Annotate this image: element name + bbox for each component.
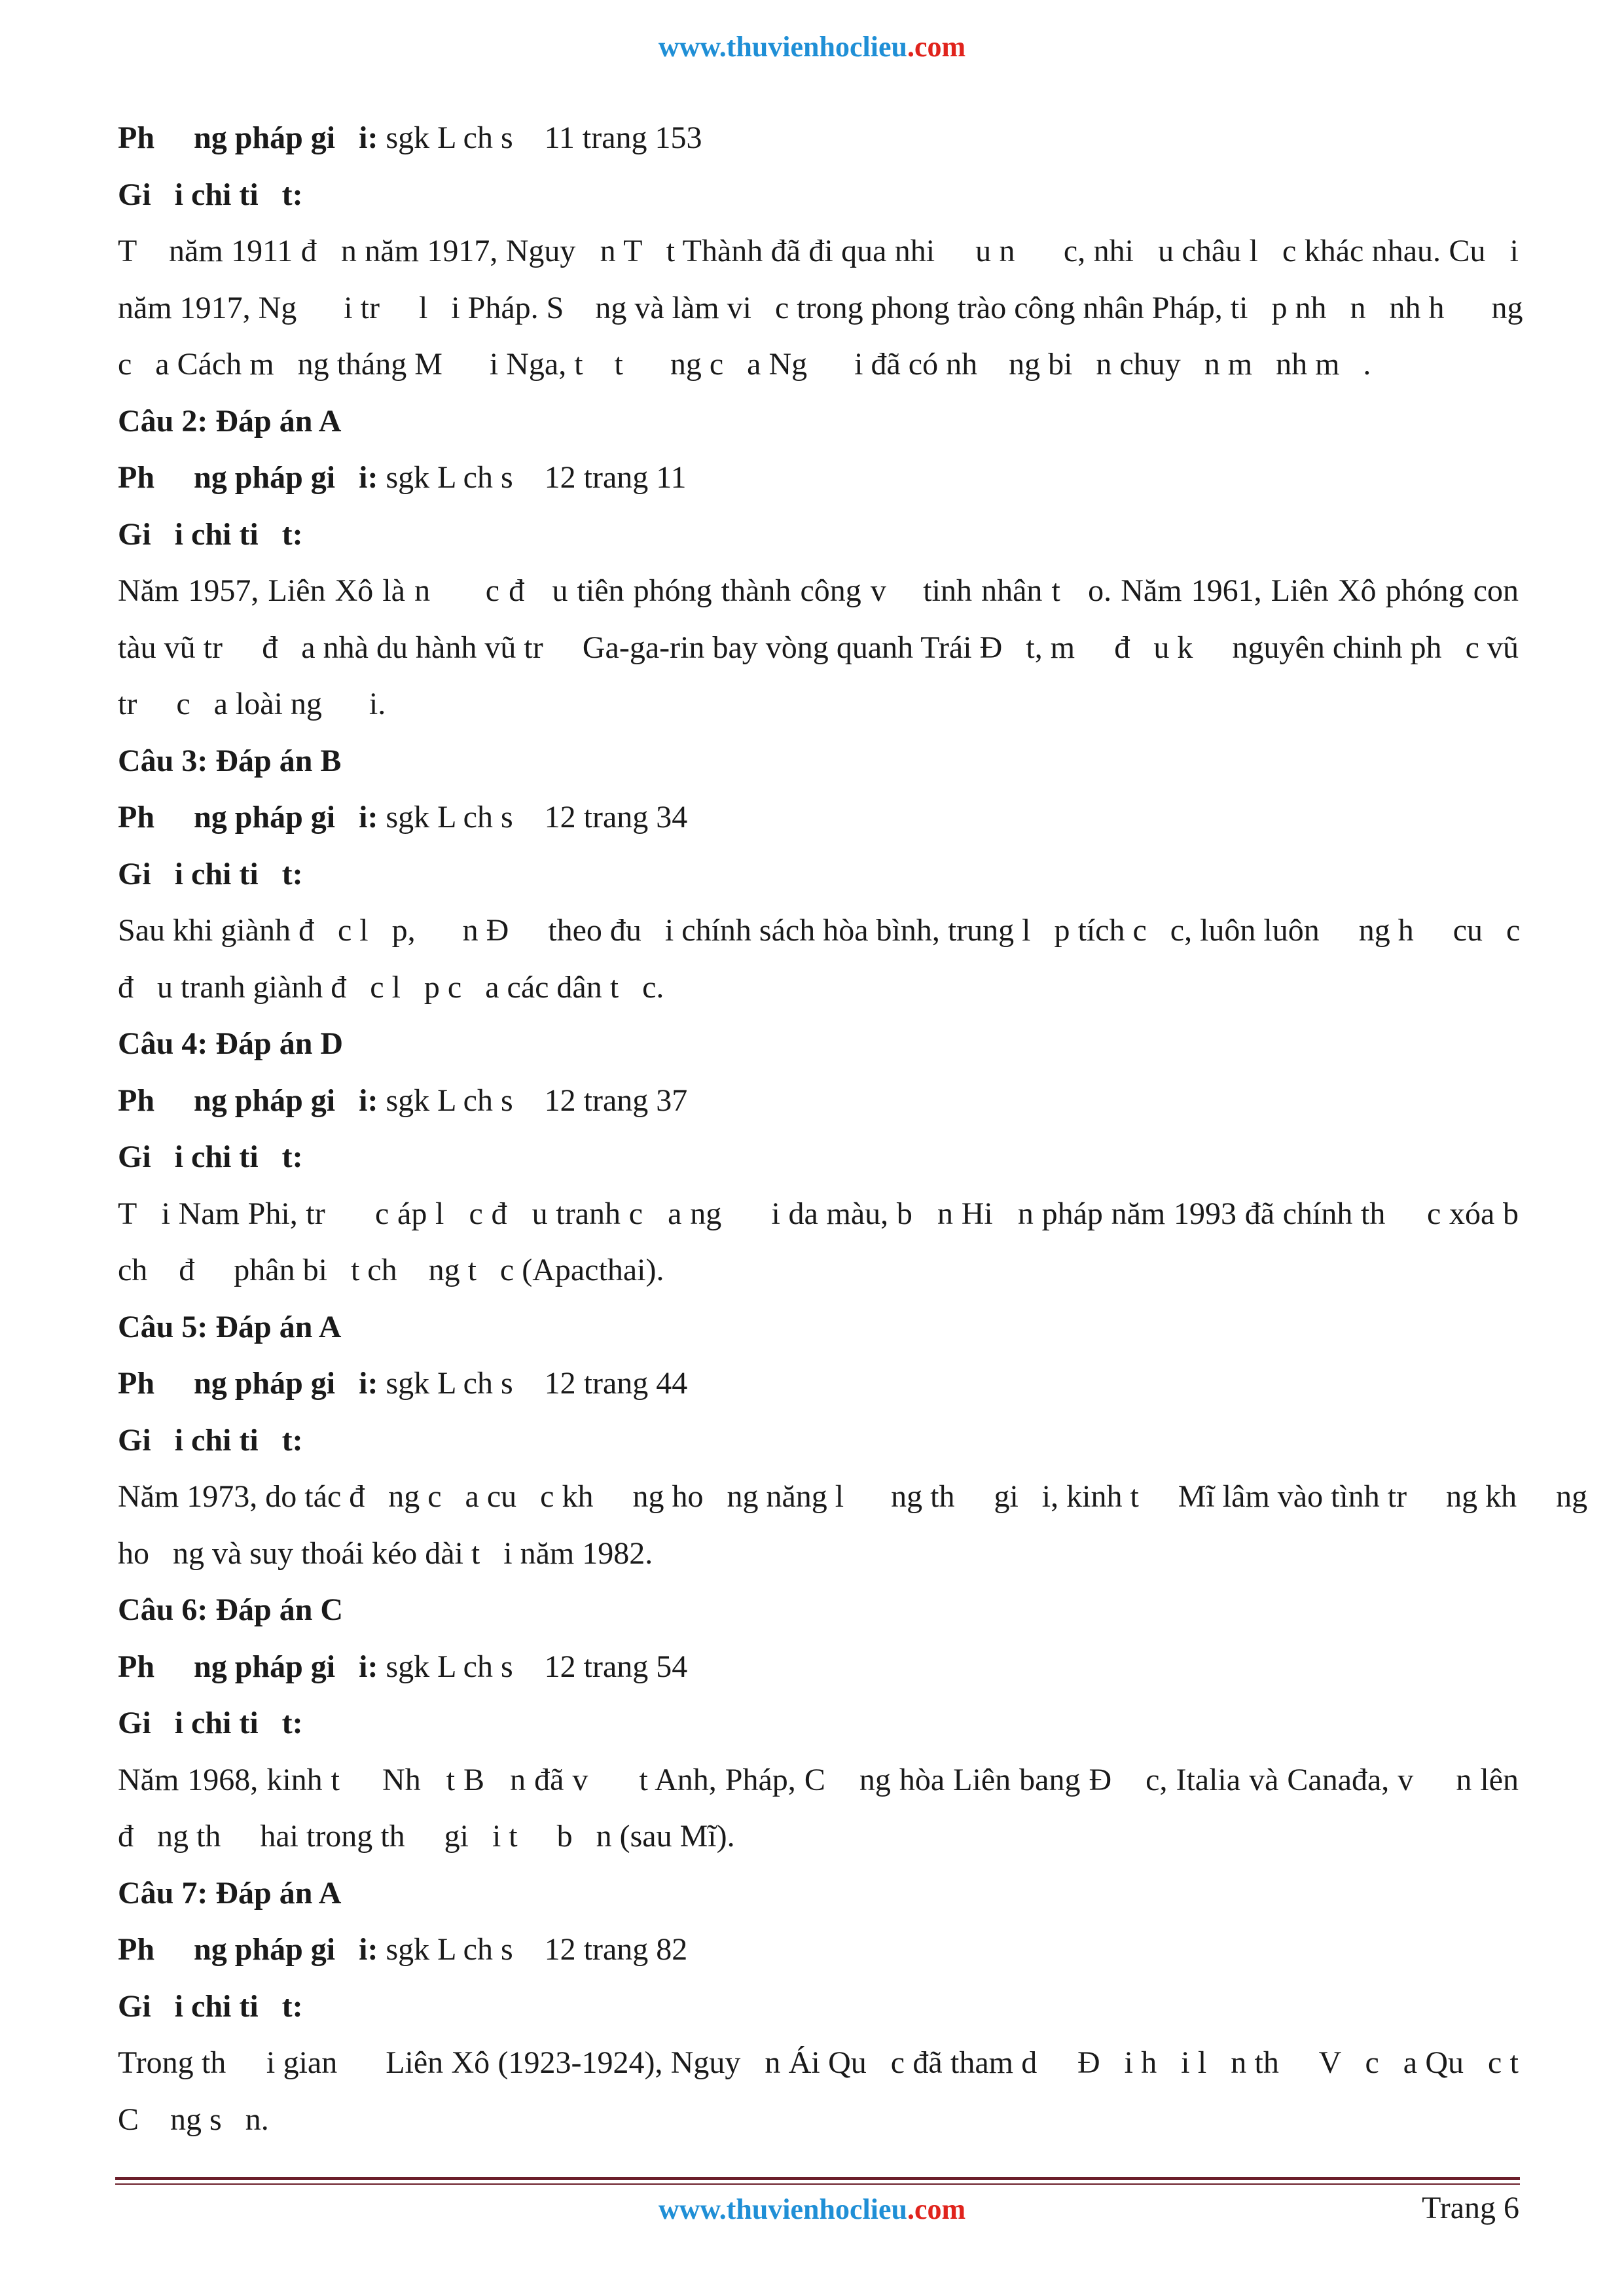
line-heading: Ph ng pháp gi i: (118, 120, 378, 155)
line-heading: Ph ng pháp gi i: (118, 1083, 378, 1118)
text-line (118, 1979, 1519, 2036)
text-line (118, 1922, 1519, 1979)
line-heading: Gi i chi ti t: (118, 1139, 303, 1174)
text-line (118, 1752, 1519, 1809)
text-line (118, 1299, 1519, 1356)
text-line (118, 2035, 1519, 2092)
line-heading: Câu 4: Đáp án D (118, 1026, 344, 1061)
line-heading: Gi i chi ti t: (118, 516, 303, 552)
text-line (118, 1695, 1519, 1752)
text-line (118, 1412, 1519, 1469)
line-heading: Câu 7: Đáp án A (118, 1875, 342, 1910)
line-heading: Gi i chi ti t: (118, 1706, 303, 1740)
line-heading: Ph ng pháp gi i: (118, 800, 378, 834)
line-text: sgk L ch s 12 trang 44 (378, 1366, 688, 1401)
text-line (118, 1242, 1519, 1299)
line-text: T năm 1911 đ n năm 1917, Nguy n T t Thành đã đi qua nhi u n c, nhi u châu l c khác nhau. Cu i (118, 234, 1519, 268)
footer-site-tld[interactable]: .com (907, 2193, 966, 2225)
line-heading: Gi i chi ti t: (118, 856, 303, 891)
text-line (118, 1129, 1519, 1186)
line-heading: Ph ng pháp gi i: (118, 460, 378, 495)
text-line (118, 1639, 1519, 1696)
line-text: năm 1917, Ng i tr l i Pháp. S ng và làm vi c trong phong trào công nhân Pháp, ti p nh n nh h ng (118, 290, 1523, 325)
line-heading: Ph ng pháp gi i: (118, 1932, 378, 1967)
text-line (118, 450, 1519, 507)
line-text: Sau khi giành đ c l p, n Đ theo đu i chính sách hòa bình, trung l p tích c c, luôn luôn ng h cu c (118, 913, 1521, 948)
text-line (118, 336, 1519, 393)
line-text: tr c a loài ng i. (118, 687, 386, 721)
line-heading: Gi i chi ti t: (118, 1422, 303, 1458)
text-line (118, 1582, 1519, 1639)
line-text: c a Cách m ng tháng M i Nga, t t ng c a Ng i đã có nh ng bi n chuy n m nh m . (118, 347, 1371, 382)
text-line (118, 280, 1523, 337)
page-number: Trang 6 (1422, 2191, 1519, 2225)
text-line (118, 507, 1519, 564)
page-header (0, 30, 1624, 63)
line-heading: Câu 3: Đáp án B (118, 743, 342, 778)
line-text: Năm 1957, Liên Xô là n c đ u tiên phóng thành công v tinh nhân t o. Năm 1961, Liên Xô phóng con (118, 573, 1519, 608)
line-text: sgk L ch s 12 trang 37 (378, 1083, 688, 1118)
text-line (118, 393, 1519, 450)
text-line (118, 620, 1519, 677)
line-text: ho ng và suy thoái kéo dài t i năm 1982. (118, 1535, 653, 1571)
text-line (118, 903, 1519, 960)
text-line (118, 1808, 1519, 1865)
text-line (118, 1355, 1519, 1412)
text-line (118, 1469, 1588, 1526)
text-line (118, 563, 1519, 620)
line-heading: Ph ng pháp gi i: (118, 1366, 378, 1401)
text-line (118, 223, 1519, 280)
line-text: Trong th i gian Liên Xô (1923-1924), Nguy n Ái Qu c đã tham d Đ i h i l n th V c a Qu c t (118, 2045, 1519, 2080)
line-text: sgk L ch s 12 trang 34 (378, 800, 688, 834)
line-heading: Câu 2: Đáp án A (118, 403, 342, 439)
text-line (118, 1865, 1519, 1922)
text-line (118, 1016, 1519, 1073)
header-site-tld[interactable]: .com (907, 31, 966, 63)
text-line (118, 110, 1519, 167)
line-text: C ng s n. (118, 2102, 269, 2137)
text-line (118, 676, 1519, 733)
line-text: tàu vũ tr đ a nhà du hành vũ tr Ga-ga-rin bay vòng quanh Trái Đ t, m đ u k nguyên chinh ph c vũ (118, 630, 1519, 665)
footer-rule-thin (115, 2183, 1520, 2185)
line-text: sgk L ch s 12 trang 54 (378, 1649, 688, 1684)
text-line (118, 167, 1519, 224)
line-text: ch đ phân bi t ch ng t c (Apacthai). (118, 1253, 664, 1287)
text-line (118, 960, 1519, 1016)
line-text: sgk L ch s 11 trang 153 (378, 120, 702, 155)
document-body (118, 110, 1588, 2148)
line-text: sgk L ch s 12 trang 11 (378, 460, 687, 495)
footer-site-name[interactable]: www.thuvienhoclieu (658, 2193, 907, 2225)
line-heading: Ph ng pháp gi i: (118, 1649, 378, 1684)
text-line (118, 2092, 1519, 2149)
line-text: Năm 1973, do tác đ ng c a cu c kh ng ho ng năng l ng th gi i, kinh t Mĩ lâm vào tình tr ng kh ng (118, 1479, 1588, 1514)
footer-rule-thick (115, 2177, 1520, 2180)
line-text: đ ng th hai trong th gi i t b n (sau Mĩ). (118, 1819, 735, 1854)
line-text: đ u tranh giành đ c l p c a các dân t c. (118, 969, 664, 1005)
line-heading: Câu 6: Đáp án C (118, 1592, 344, 1627)
line-heading: Gi i chi ti t: (118, 1988, 303, 2024)
line-heading: Câu 5: Đáp án A (118, 1309, 342, 1344)
line-text: T i Nam Phi, tr c áp l c đ u tranh c a ng i da màu, b n Hi n pháp năm 1993 đã chính th c xóa b (118, 1196, 1519, 1231)
page-footer (0, 2193, 1624, 2226)
text-line (118, 1186, 1519, 1243)
text-line (118, 733, 1519, 790)
line-text: Năm 1968, kinh t Nh t B n đã v t Anh, Pháp, C ng hòa Liên bang Đ c, Italia và Canađa, v n lên (118, 1762, 1519, 1797)
line-text: sgk L ch s 12 trang 82 (378, 1932, 688, 1967)
text-line (118, 846, 1519, 903)
line-heading: Gi i chi ti t: (118, 177, 303, 212)
text-line (118, 1073, 1519, 1130)
header-site-name[interactable]: www.thuvienhoclieu (658, 31, 907, 63)
text-line (118, 1526, 1519, 1583)
text-line (118, 789, 1519, 846)
